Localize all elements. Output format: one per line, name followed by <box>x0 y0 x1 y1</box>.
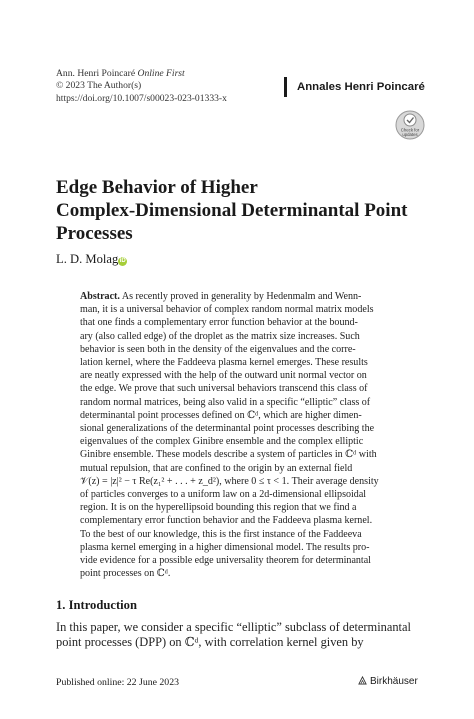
check-label-2: updates <box>402 132 418 137</box>
abstract-line: ary (also called edge) of the droplet as the matrix size increases. Such <box>80 330 360 342</box>
abstract-line: are neatly expressed with the help of the outward unit normal vector on <box>80 370 367 382</box>
body-line: point processes (DPP) on ℂᵈ, with correlation kernel given by <box>56 635 364 650</box>
abstract-line: lation kernel, where the Faddeeva plasma kernel emerges. These results <box>80 357 368 369</box>
published-date: Published online: 22 June 2023 <box>56 677 180 688</box>
abstract-line: region. It is on the hyperellipsoid bounding this region that we find a <box>80 502 357 514</box>
birkhauser-logo-icon <box>358 676 367 685</box>
abstract-line: vide evidence for a possible edge universality theorem for determinantal <box>80 555 371 567</box>
journal-line-prefix: Ann. Henri Poincaré <box>56 68 138 79</box>
abstract-line: plasma kernel emerging in a higher dimensional model. The results pro- <box>80 541 370 553</box>
abstract-line: 𝒱(z) = |z|² − τ Re(z₁² + . . . + z_d²), where 0 ≤ τ < 1. Their average density <box>80 475 379 487</box>
abstract <box>80 290 420 580</box>
check-for-updates-icon <box>395 110 425 140</box>
journal-line <box>56 68 227 80</box>
section-heading: 1. Introduction <box>56 598 137 612</box>
abstract-line: behavior is seen both in the density of the eigenvalues and the corre- <box>80 343 356 355</box>
author-name[interactable]: L. D. Molag <box>56 252 119 266</box>
body-text <box>56 620 420 651</box>
paper-title <box>56 176 436 245</box>
abstract-line: that one finds a complementary error function behavior at the bound- <box>80 317 358 329</box>
abstract-line: man, it is a universal behavior of complex random normal matrix models <box>80 304 374 316</box>
article-metadata <box>56 68 227 105</box>
abstract-label: Abstract. <box>80 291 120 302</box>
abstract-line: complementary error function behavior and the Faddeeva plasma kernel. <box>80 515 373 527</box>
title-line: Processes <box>56 223 133 244</box>
check-for-updates-badge[interactable] <box>395 110 425 140</box>
title-line: Edge Behavior of Higher <box>56 177 258 198</box>
check-label-1: Check for <box>400 127 420 133</box>
abstract-line: the edge. We prove that such universal behaviors transcend this class of <box>80 383 368 395</box>
abstract-line: mutual repulsion, that are confined to the origin by an external field <box>80 462 353 474</box>
doi-link[interactable]: https://doi.org/10.1007/s00023-023-01333-x <box>56 92 227 104</box>
abstract-line: of particles converges to a uniform law on a 2d-dimensional ellipsoidal <box>80 489 367 501</box>
body-line: In this paper, we consider a specific “elliptic” subclass of determinantal <box>56 620 411 634</box>
journal-status: Online First <box>137 68 185 79</box>
abstract-line: point processes on ℂᵈ. <box>80 568 171 580</box>
abstract-line: Ginibre ensemble. These models describe a system of particles in ℂᵈ with <box>80 449 377 461</box>
publisher-name: Birkhäuser <box>370 676 418 687</box>
title-line: Complex-Dimensional Determinantal Point <box>56 200 408 221</box>
copyright-line: © 2023 The Author(s) <box>56 80 142 92</box>
abstract-line: To the best of our knowledge, this is the first instance of the Faddeeva <box>80 528 362 540</box>
abstract-line: Abstract. As recently proved in generality by Hedenmalm and Wenn- <box>80 291 362 302</box>
publisher <box>358 676 418 687</box>
abstract-line: eigenvalues of the complex Ginibre ensemble and the complex elliptic <box>80 436 364 448</box>
author-line <box>56 252 127 267</box>
abstract-line: random normal matrices, being also valid in a specific “elliptic” class of <box>80 396 371 408</box>
abstract-line: determinantal point processes defined on ℂᵈ, which are higher dimen- <box>80 409 362 421</box>
orcid-icon[interactable]: iD <box>119 258 126 264</box>
journal-name: Annales Henri Poincaré <box>284 77 434 97</box>
abstract-line: sional generalizations of the determinantal point processes describing the <box>80 423 375 435</box>
